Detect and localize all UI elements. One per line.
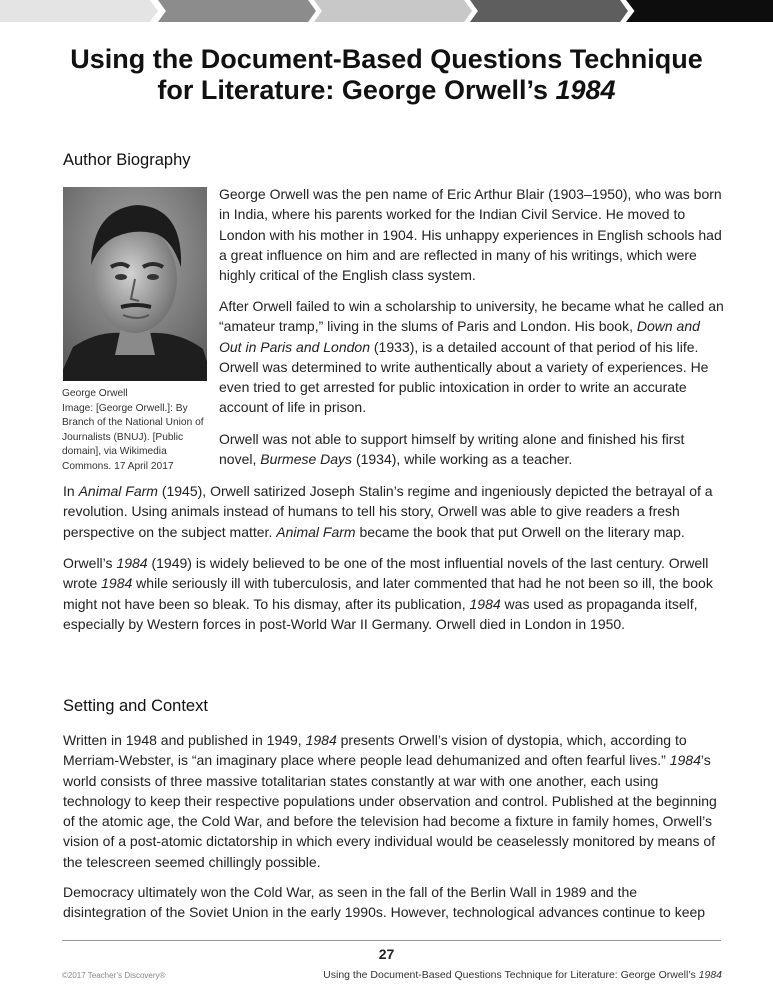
page-title bbox=[40, 44, 733, 106]
bio-p5-text-c: while seriously ill with tuberculosis, and later commented that had he not been so ill, the book might not have been so bleak. To his dismay, after its publication, bbox=[63, 575, 713, 612]
bio-p4-text-b: (1945), Orwell satirized Joseph Stalin’s regime and ingeniously depicted the betrayal of a revolution. Using animals instead of humans to tell his story, Orwell was able to give readers a fresh perspective on the subject matter. bbox=[63, 483, 713, 540]
page-title-line-2-text: for Literature: George Orwell’s bbox=[157, 75, 556, 105]
page-number: 27 bbox=[378, 946, 395, 962]
footer-running-title-text: Using the Document-Based Questions Technique for Literature: George Orwell’s bbox=[323, 969, 699, 981]
footer-copyright: ©2017 Teacher’s Discovery® bbox=[62, 971, 166, 980]
bio-p5-text-a: Orwell’s bbox=[63, 555, 117, 571]
bio-p4-text-c: became the book that put Orwell on the literary map. bbox=[355, 523, 685, 540]
setting-p1-book-title-1: 1984 bbox=[305, 732, 337, 748]
setting-context-heading: Setting and Context bbox=[63, 697, 208, 715]
biography-paragraph-2 bbox=[219, 296, 724, 418]
setting-p1-book-title-2: 1984 bbox=[669, 752, 701, 769]
author-biography-heading: Author Biography bbox=[63, 151, 191, 169]
bio-p2-book-title: Down and Out in Paris and London bbox=[219, 318, 700, 355]
bio-p5-text-d: was used as propaganda itself, especially by Western forces in post-World War II Germany. Orwell died in London in 1950. bbox=[63, 595, 698, 632]
footer-divider bbox=[62, 940, 721, 941]
biography-paragraph-4 bbox=[63, 481, 723, 542]
biography-paragraph-1: George Orwell was the pen name of Eric Arthur Blair (1903–1950), who was born in India, where his parents worked for the Indian Civil Service. He moved to London with his mother in 1904. His unhappy experiences in English schools had a great influence on him and are reflected in many of his writings, which were highly critical of the English class system. bbox=[219, 186, 722, 284]
header-tab-5 bbox=[626, 0, 773, 22]
footer-running-title bbox=[323, 969, 722, 981]
header-tab-4 bbox=[470, 0, 628, 22]
bio-p4-book-title-1: Animal Farm bbox=[78, 483, 158, 499]
bio-p2-text-b: (1933), is a detailed account of that period of his life. Orwell was determined to write authentically about a variety of experiences. He even tried to get arrested for public intoxication in order to write an accurate account of life in prison. bbox=[219, 338, 709, 416]
setting-p1-text-b: presents Orwell’s vision of dystopia, which, according to Merriam-Webster, is “an imaginary place where people lead dehumanized and often fearful lives.” bbox=[63, 732, 687, 769]
bio-p5-text-b: (1949) is widely believed to be one of the most influential novels of the last century. Orwell wrote bbox=[63, 555, 709, 592]
setting-p1-text-a: Written in 1948 and published in 1949, bbox=[63, 732, 306, 748]
bio-p4-text-a: In bbox=[63, 483, 79, 499]
setting-paragraph-1 bbox=[63, 730, 723, 872]
bio-p4-book-title-2: Animal Farm bbox=[276, 523, 356, 540]
page-title-book: 1984 bbox=[555, 75, 616, 105]
setting-paragraph-2: Democracy ultimately won the Cold War, as seen in the fall of the Berlin Wall in 1989 and the disintegration of the Soviet Union in the early 1990s. However, technological advances continue to keep bbox=[63, 884, 706, 921]
portrait-photo bbox=[63, 187, 207, 381]
setting-p1-text-c: ’s world consists of three massive totalitarian states constantly at war with one another, each using technology to keep their respective populations under observation and control. Published at the beginning of the atomic age, the Cold War, and before the television had become a fixture in family homes, Orwell’s vision of a post-atomic dictatorship in which every individual would be ceaselessly monitored by means of the telescreen seemed chillingly possible. bbox=[63, 752, 717, 870]
biography-paragraph-3 bbox=[219, 429, 724, 470]
page-title-line-2 bbox=[40, 75, 733, 106]
bio-p5-book-title-2: 1984 bbox=[101, 575, 133, 592]
bio-p3-text-a: Orwell was not able to support himself by writing alone and finished his first novel, bbox=[219, 431, 685, 468]
bio-p3-book-title: Burmese Days bbox=[260, 451, 353, 468]
header-tab-2 bbox=[158, 0, 316, 22]
header-tab-1 bbox=[0, 0, 158, 22]
header-tab-strip bbox=[0, 0, 773, 24]
portrait-illustration bbox=[63, 187, 207, 381]
footer-running-title-book: 1984 bbox=[698, 969, 722, 981]
page-title-line-1: Using the Document-Based Questions Technique bbox=[70, 44, 703, 74]
bio-p5-book-title-3: 1984 bbox=[469, 595, 501, 612]
biography-paragraph-5 bbox=[63, 553, 723, 634]
bio-p3-text-b: (1934), while working as a teacher. bbox=[352, 451, 573, 468]
header-tab-3 bbox=[314, 0, 472, 22]
bio-p5-book-title-1: 1984 bbox=[116, 555, 148, 571]
photo-caption: George Orwell Image: [George Orwell.]: By Branch of the National Union of Journalists (BNUJ). [Public domain], via Wikimedia Commons. 17 April 2017 bbox=[62, 388, 204, 472]
bio-p2-text-a: After Orwell failed to win a scholarship to university, he became what he called an “amateur tramp,” living in the slums of Paris and London. His book, bbox=[219, 298, 724, 335]
